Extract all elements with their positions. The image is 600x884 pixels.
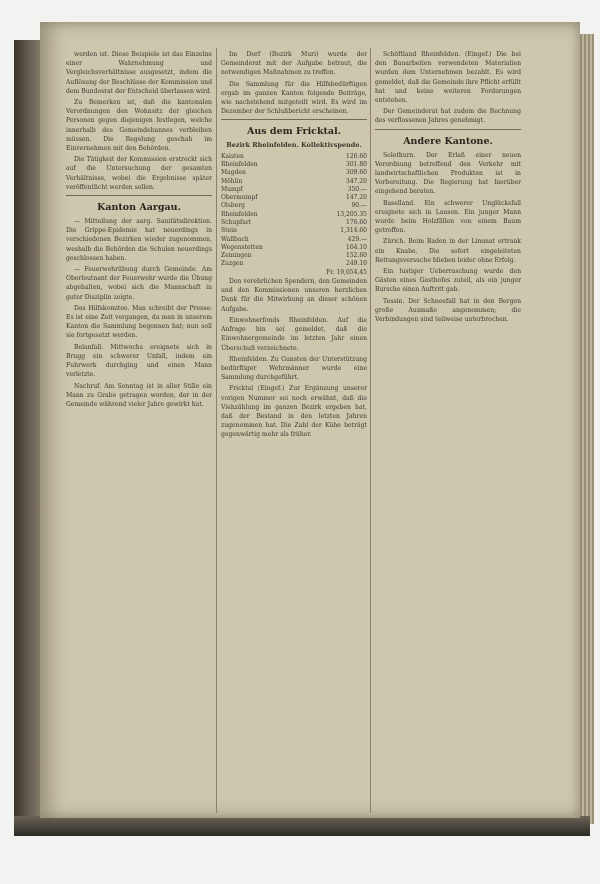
table-row — [221, 161, 367, 169]
newspaper-page — [40, 22, 580, 818]
article-paragraph: Baselland. Ein schwerer Unglücksfall ereignete sich in Lausen. Ein junger Mann wurde beim Holzfällen von einem Baum getroffen. — [375, 199, 521, 235]
donation-amount: 152.60 — [346, 252, 367, 260]
article-paragraph: Solothurn. Der Erlaß einer neuen Verordnung betreffend den Verkehr mit landwirtschaftlichen Produkten ist in Vorbereitung. Die Regierung hat hierüber eingehend beraten. — [375, 151, 521, 196]
book-bottom-edge — [14, 816, 590, 836]
table-row — [221, 260, 367, 268]
article-paragraph: Die Sammlung für die Hilfsbedürftigen ergab im ganzen Kanton folgende Beiträge, wie nachstehend mitgeteilt wird. Es wird im Dezember der Schlußbericht erscheinen. — [221, 80, 367, 116]
article-paragraph: Das Hilfskomitee. Man schreibt der Presse: Es ist eine Zeit vergangen, da man in unserem Kanton die Sammlung begonnen hat; nun soll sie fortgesetzt werden. — [66, 304, 212, 340]
article-paragraph: Schöftland Rheinfelden. (Eingef.) Die bei den Bauarbeiten verwendeten Materialien wurden dem Unternehmen bezahlt. Es wird gemeldet, daß die Gemeinde ihre Pflicht erfüllt hat und keine weiteren Forderungen entstehen. — [375, 51, 521, 105]
donation-amount: 13,205.35 — [336, 210, 367, 218]
municipality-name: Wegenstetten — [221, 243, 263, 251]
article-paragraph: Nachruf. Am Sonntag ist in aller Stille ein Mann zu Grabe getragen worden, der in der Gemeinde während vieler Jahre gewirkt hat. — [66, 382, 212, 408]
donation-amount: 90.— — [351, 202, 367, 210]
donation-amount: 301.80 — [346, 160, 367, 168]
column-3 — [375, 50, 521, 810]
table-total: Fr. 19,054.45 — [326, 268, 367, 276]
article-paragraph: Ein lustiger Ueberraschung wurde den Gästen eines Gasthofes zuteil, als ein junger Bursche einen Auftritt gab. — [375, 268, 521, 294]
municipality-name: Schupfart — [221, 219, 252, 226]
article-paragraph: Fricktal (Eingef.) Zur Ergänzung unserer vorigen Nummer sei noch erwähnt, daß die Viehzählung im ganzen Bezirk ergeben hat, daß der Bestand in den letzten Jahren zugenommen hat. Die Zahl der Kühe beträgt gegenwärtig mehr als früher. — [221, 385, 367, 439]
article-paragraph: Zu Bemerken ist, daß die kantonalen Verordnungen den Wohnsitz der gleichen Personen gegen diejenigen festlegen, welche innerhalb des Gemeindebannes verbleiben müssen. Die Regelung geschah im Einvernehmen mit den Behörden. — [66, 99, 212, 153]
table-row — [221, 202, 367, 210]
section-heading-fricktal: Aus dem Fricktal. — [247, 126, 341, 138]
article-paragraph: Einwohnerfonds Rheinfelden. Auf die Anfrage hin sei gemeldet, daß die Einwohnergemeinde im letzten Jahr einen Überschuß verzeichnete. — [221, 316, 367, 352]
municipality-name: Zeiningen — [221, 252, 252, 260]
table-row — [221, 252, 367, 260]
municipality-name: Obermumpf — [221, 194, 258, 202]
donation-amount: 126.60 — [346, 152, 367, 160]
donation-amount: 429.— — [347, 235, 367, 243]
article-paragraph: Der Gemeinderat hat zudem die Rechnung des verflossenen Jahres genehmigt. — [375, 108, 521, 125]
column-rule — [216, 48, 217, 813]
table-row — [221, 186, 367, 194]
column-rule — [370, 48, 371, 813]
table-row — [221, 227, 367, 235]
article-paragraph: Tessin. Der Schneefall hat in den Bergen große Ausmaße angenommen; die Verbindungen sind teilweise unterbrochen. — [375, 297, 521, 324]
divider — [221, 119, 367, 120]
table-row — [221, 178, 367, 186]
article-paragraph: Belanfall. Mittwochs ereignete sich in Brugg ein schwerer Unfall, indem ein Fuhrwerk durchging und einen Mann verletzte. — [66, 343, 212, 379]
section-heading-andere-kantone: Andere Kantone. — [403, 135, 493, 147]
page-edge — [578, 34, 594, 824]
municipality-name: Zuzgen — [221, 260, 244, 268]
table-title: Bezirk Rheinfelden. Kollektivspende. — [226, 141, 362, 150]
table-row — [221, 153, 367, 161]
table-row — [221, 194, 367, 202]
table-total-row — [221, 269, 367, 277]
divider — [375, 129, 521, 130]
municipality-name: Wallbach — [221, 235, 249, 243]
section-heading-aargau: Kanton Aargau. — [97, 202, 181, 214]
article-paragraph: Den verehrlichen Spendern, den Gemeinden und den Kommissionen unseren herzlichen Dank für die Mitwirkung an dieser schönen Aufgabe. — [221, 278, 367, 313]
municipality-name: Olsberg — [221, 202, 246, 210]
table-row — [221, 244, 367, 252]
article-paragraph: Zürich. Beim Baden in der Limmat ertrank ein Knabe. Die sofort eingeleiteten Rettungsversuche blieben leider ohne Erfolg. — [375, 238, 521, 264]
municipality-name: Stein — [221, 227, 237, 235]
article-paragraph: Im Dorf (Bezirk Muri) wurde der Gemeinderat mit der Aufgabe betraut, die notwendigen Maßnahmen zu treffen. — [221, 51, 367, 77]
donation-amount: 176.60 — [346, 219, 367, 226]
column-2 — [221, 50, 367, 810]
donation-amount: 347.20 — [346, 177, 367, 185]
municipality-name: Rheinfelden — [221, 210, 258, 218]
donation-amount: 350.— — [347, 185, 367, 193]
table-row — [221, 219, 367, 227]
donation-table — [221, 153, 367, 277]
municipality-name: Kaisten — [221, 152, 244, 160]
table-row — [221, 211, 367, 219]
article-paragraph: Die Tätigkeit der Kommission erstreckt sich auf die Untersuchung der gesamten Verhältnisse, wobei die Ergebnisse später veröffentlicht werden sollen. — [66, 156, 212, 191]
municipality-name: Magden — [221, 169, 246, 177]
article-paragraph: — Mitteilung der aarg. Sanitätsdirektion. Die Grippe-Epidemie hat neuerdings in verschiedenen Bezirken wieder zugenommen, weshalb die Behörden die Schulen neuerdings geschlossen haben. — [66, 218, 212, 262]
table-row — [221, 169, 367, 177]
donation-amount: 1,314.60 — [340, 227, 367, 235]
municipality-name: Rheinfelden — [221, 160, 258, 168]
table-row — [221, 236, 367, 244]
donation-amount: 309.60 — [346, 169, 367, 177]
donation-amount: 164.10 — [346, 243, 367, 251]
column-1 — [66, 50, 212, 810]
article-paragraph: werden ist. Diese Beispiele ist das Einzelne einer Wahrnehmung und Vergleichsverhältnisse ausgesetzt, indem die Auflösung der Beschlüsse der Kommission und dem Bundesrat der Entscheid überlassen wird. — [66, 51, 212, 95]
municipality-name: Möhlin — [221, 177, 243, 185]
article-paragraph: Rheinfelden. Zu Gunsten der Unterstützung bedürftiger Wehrmänner wurde eine Sammlung durchgeführt. — [221, 355, 367, 382]
divider — [66, 195, 212, 196]
article-paragraph: — Feuerwehrübung durch Gemeinde. Am Oberleutnant der Feuerwehr wurde die Übung abgehalten, wobei sich die Mannschaft in guter Disziplin zeigte. — [66, 266, 212, 301]
donation-amount: 147.20 — [346, 194, 367, 202]
donation-amount: 249.10 — [346, 260, 367, 268]
municipality-name: Mumpf — [221, 185, 243, 193]
